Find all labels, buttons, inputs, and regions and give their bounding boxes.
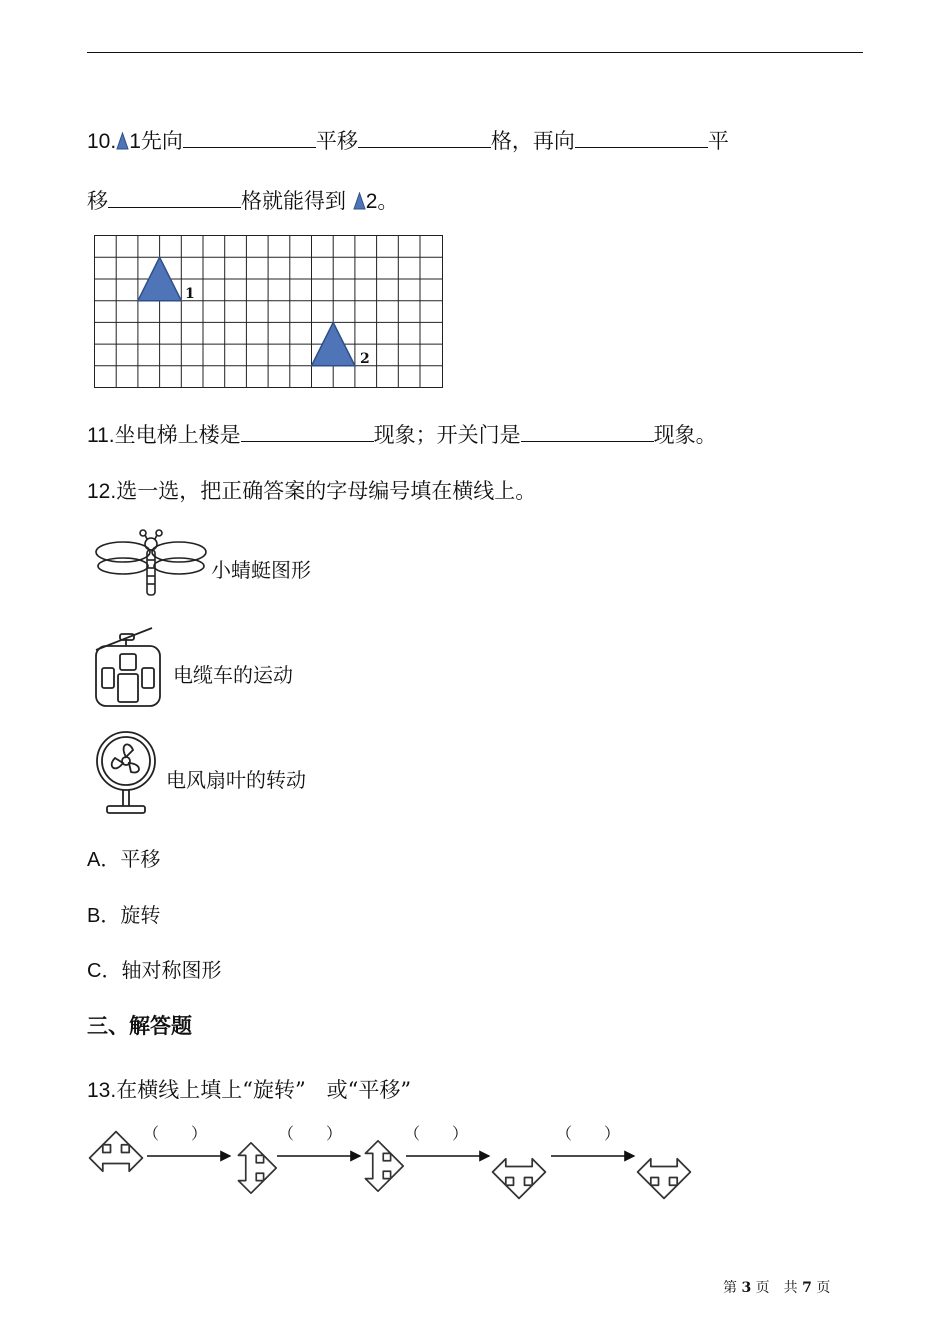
q10-mark-2: 2。 xyxy=(365,190,399,213)
q13-prompt: 在横线上填上“旋转” 或“平移” xyxy=(116,1078,412,1102)
item-fan-label: 电风扇叶的转动 xyxy=(166,768,306,792)
option-b xyxy=(87,901,160,930)
q10-text-1: 先向 xyxy=(140,129,183,153)
q13-paren-3[interactable]: （ ） xyxy=(404,1124,469,1143)
option-c xyxy=(87,956,221,985)
footer-current-page: 3 xyxy=(741,1280,752,1296)
q10-text-6: 格就能得到 xyxy=(241,189,346,213)
cable-car-image xyxy=(92,626,164,710)
q11-blank-1[interactable] xyxy=(241,421,374,442)
q13-number: 13. xyxy=(87,1079,117,1102)
q11-number: 11. xyxy=(87,424,115,447)
section-3-title: 三、解答题 xyxy=(87,1013,192,1038)
q12-prompt: 选一选，把正确答案的字母编号填在横线上。 xyxy=(116,479,537,503)
q10-text-4: 平 xyxy=(707,129,729,153)
q11-text-2: 现象；开关门是 xyxy=(373,423,521,447)
option-c-letter: C． xyxy=(87,960,122,982)
q11-line xyxy=(87,421,717,450)
triangle-2-icon xyxy=(353,192,366,210)
q10-blank-3[interactable] xyxy=(575,127,708,148)
option-a-letter: A． xyxy=(87,849,121,871)
option-b-text: 旋转 xyxy=(120,903,161,927)
arrow-shape-2 xyxy=(238,1143,276,1193)
option-a xyxy=(87,845,160,874)
item-cable-car-label: 电缆车的运动 xyxy=(173,663,293,687)
triangle-1-icon xyxy=(116,132,129,150)
grid-label-1: 1 xyxy=(185,286,195,302)
page-footer xyxy=(723,1279,830,1297)
q13-paren-1[interactable]: （ ） xyxy=(143,1124,208,1143)
q11-text-1: 坐电梯上楼是 xyxy=(114,423,241,447)
q10-text-3: 格，再向 xyxy=(490,129,575,153)
arrow-shape-4 xyxy=(493,1159,546,1199)
footer-total-pages: 7 xyxy=(802,1280,812,1296)
q13-line xyxy=(87,1076,411,1105)
q13-paren-2[interactable]: （ ） xyxy=(278,1124,343,1143)
q10-blank-2[interactable] xyxy=(358,127,491,148)
footer-suffix: 页 xyxy=(816,1280,831,1296)
footer-mid: 页 共 xyxy=(755,1280,798,1296)
q10-mark-1: 1 xyxy=(129,130,141,153)
arrow-shape-1 xyxy=(90,1132,143,1172)
item-dragonfly-label: 小蜻蜓图形 xyxy=(211,558,311,582)
q10-text-5: 移 xyxy=(87,189,108,213)
q13-paren-4[interactable]: （ ） xyxy=(556,1124,621,1143)
arrow-shape-3 xyxy=(365,1141,403,1191)
q10-line-1 xyxy=(87,127,729,156)
header-rule xyxy=(87,52,863,53)
option-a-text: 平移 xyxy=(120,847,161,871)
grid-figure xyxy=(94,235,444,389)
q10-blank-4[interactable] xyxy=(108,187,241,208)
option-b-letter: B． xyxy=(87,905,121,927)
q10-number: 10. xyxy=(87,130,117,153)
q10-text-2: 平移 xyxy=(315,129,358,153)
grid-label-2: 2 xyxy=(360,351,370,367)
q11-text-3: 现象。 xyxy=(653,423,717,447)
q12-number: 12. xyxy=(87,480,117,503)
dragonfly-image xyxy=(95,527,207,599)
arrow-shape-5 xyxy=(638,1159,691,1199)
electric-fan-image xyxy=(95,730,159,816)
option-c-text: 轴对称图形 xyxy=(121,958,222,982)
footer-prefix: 第 xyxy=(723,1280,737,1296)
q12-line xyxy=(87,477,536,506)
q11-blank-2[interactable] xyxy=(521,421,654,442)
q10-blank-1[interactable] xyxy=(183,127,316,148)
arrow-sequence-figure xyxy=(85,1128,697,1208)
q10-line-2 xyxy=(87,187,398,216)
